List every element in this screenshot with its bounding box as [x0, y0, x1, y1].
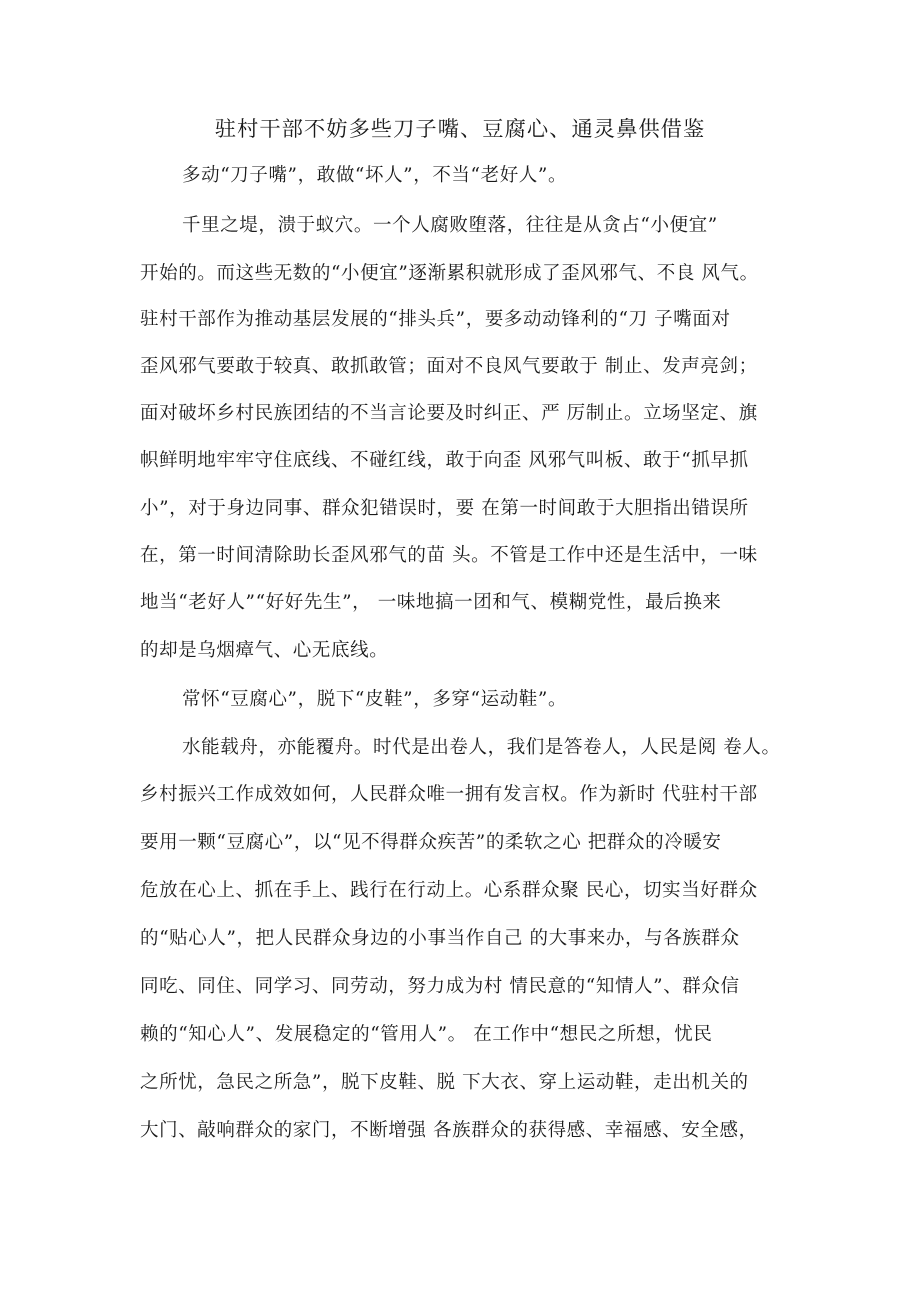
text-line-10: 地当“老好人”“好好先生”， 一味地搞一团和气、模糊党性，最后换来 — [140, 592, 722, 613]
text-line-7: 帜鲜明地牢牢守住底线、不碰红线，敢于向歪 风邪气叫板、敢于“抓早抓 — [140, 450, 749, 471]
text-line-20: 之所忧，急民之所急”，脱下皮鞋、脱 下大衣、穿上运动鞋，走出机关的 — [140, 1072, 749, 1093]
text-line-5: 歪风邪气要敢于较真、敢抓敢管；面对不良风气要敢于 制止、发声亮剑； — [140, 356, 758, 377]
text-line-14: 乡村振兴工作成效如何，人民群众唯一拥有发言权。作为新时 代驻村干部 — [140, 784, 758, 805]
text-line-15: 要用一颗“豆腐心”，以“见不得群众疾苦”的柔软之心 把群众的冷暖安 — [140, 832, 722, 853]
text-line-12: 常怀“豆腐心”，脱下“皮鞋”，多穿“运动鞋”。 — [182, 689, 568, 710]
text-line-1: 多动“刀子嘴”，敢做“坏人”，不当“老好人”。 — [182, 165, 568, 186]
text-line-2: 千里之堤，溃于蚁穴。一个人腐败堕落，往往是从贪占“小便宜” — [182, 215, 718, 236]
text-line-11: 的却是乌烟瘴气、心无底线。 — [140, 640, 389, 661]
text-line-17: 的“贴心人”，把人民群众身边的小事当作自己 的大事来办，与各族群众 — [140, 928, 740, 949]
text-line-3: 开始的。而这些无数的“小便宜”逐渐累积就形成了歪风邪气、不良 风气。 — [140, 263, 759, 284]
text-line-19: 赖的“知心人”、发展稳定的“管用人”。 在工作中“想民之所想，忧民 — [140, 1024, 713, 1045]
document-title: 驻村干部不妨多些刀子嘴、豆腐心、通灵鼻供借鉴 — [214, 117, 706, 142]
text-line-21: 大门、敲响群众的家门，不断增强 各族群众的获得感、幸福感、安全感， — [140, 1120, 758, 1141]
text-line-8: 小”，对于身边同事、群众犯错误时，要 在第一时间敢于大胆指出错误所 — [140, 498, 749, 519]
text-line-13: 水能载舟，亦能覆舟。时代是出卷人，我们是答卷人，人民是阅 卷人。 — [182, 737, 781, 758]
text-line-16: 危放在心上、抓在手上、践行在行动上。心系群众聚 民心，切实当好群众 — [140, 880, 758, 901]
text-line-9: 在，第一时间清除助长歪风邪气的苗 头。不管是工作中还是生活中，一味 — [140, 545, 758, 566]
text-line-18: 同吃、同住、同学习、同劳动，努力成为村 情民意的“知情人”、群众信 — [140, 976, 740, 997]
text-line-4: 驻村干部作为推动基层发展的“排头兵”，要多动动锋利的“刀 子嘴面对 — [140, 309, 731, 330]
text-line-6: 面对破坏乡村民族团结的不当言论要及时纠正、严 厉制止。立场坚定、旗 — [140, 403, 758, 424]
